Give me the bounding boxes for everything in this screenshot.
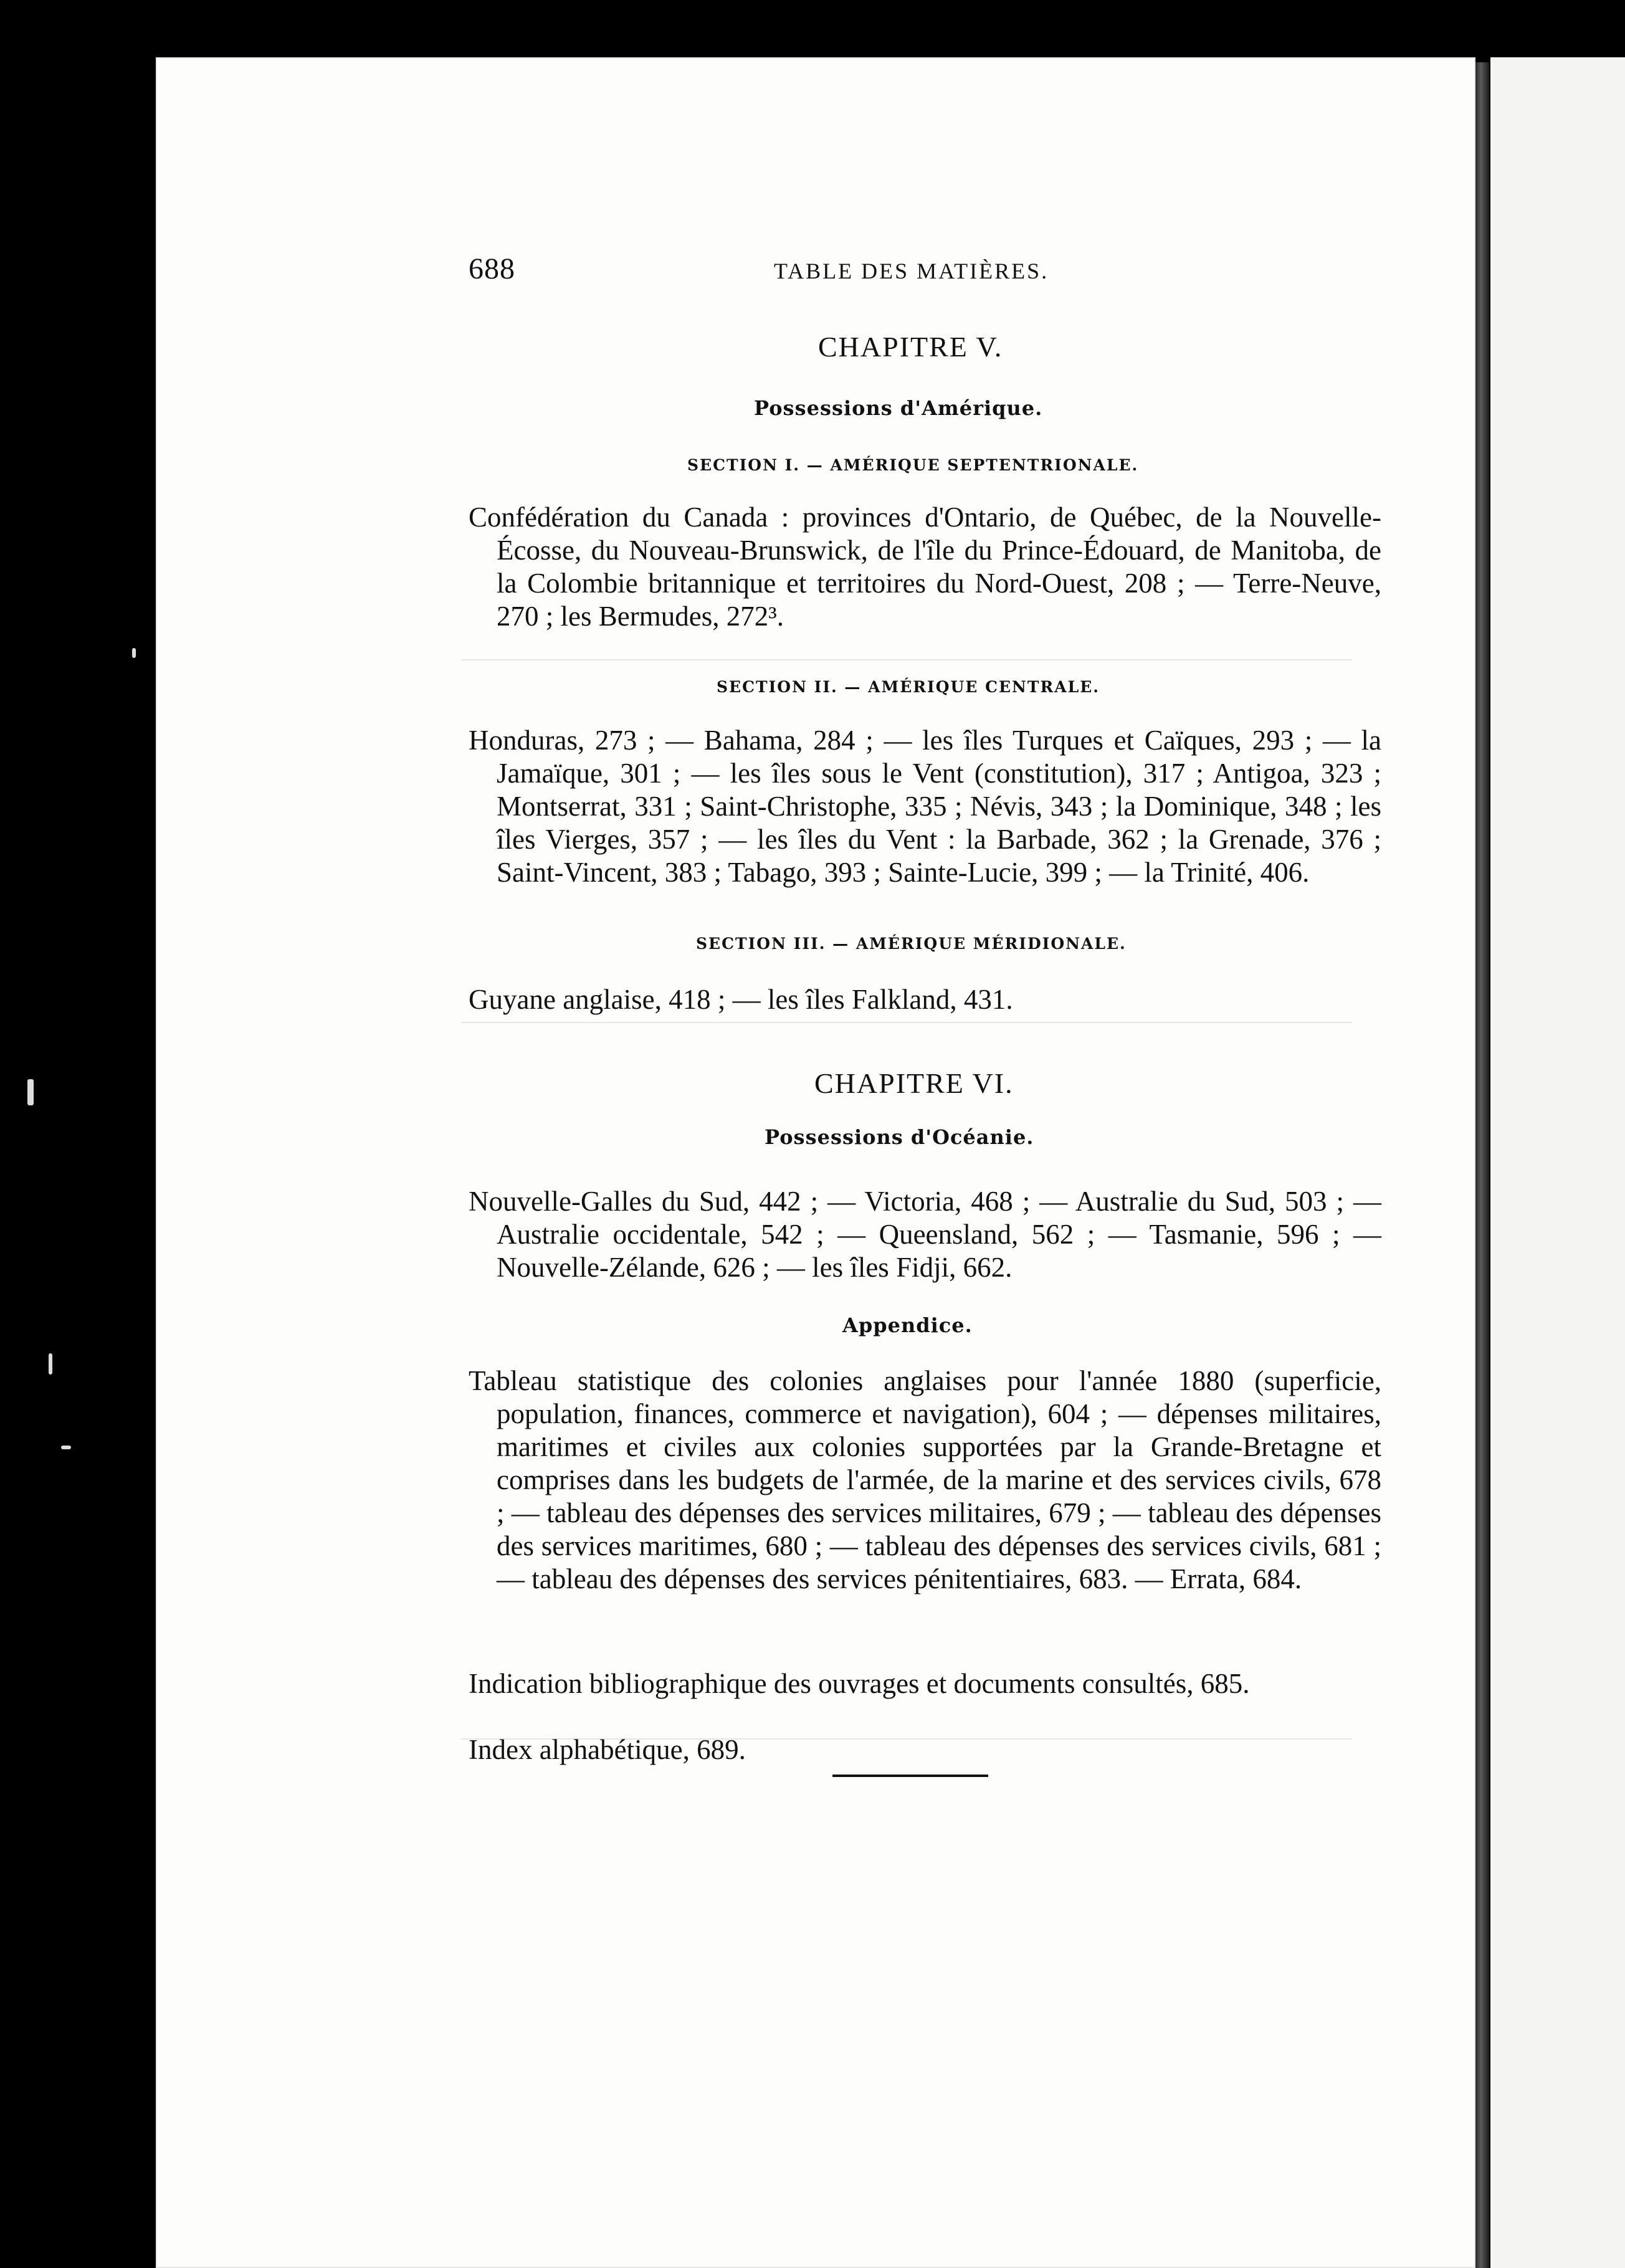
chapter-entry: Nouvelle-Galles du Sud, 442 ; — Victoria, 468 ; — Australie du Sud, 503 ; — Australie occidentale, 542 ; — Queensland, 562 ; — Tasmanie, 596 ; — Nouvelle-Zélande, 626 ; — les îles Fidji, 662.	[469, 1186, 1381, 1283]
chapter-subtitle: Possessions d'Océanie.	[765, 1125, 1034, 1149]
page-number: 688	[469, 252, 515, 285]
appendix-title: Appendice.	[842, 1313, 973, 1337]
margin-mark	[61, 1446, 71, 1449]
section-entry: Confédération du Canada : provinces d'Ontario, de Québec, de la Nouvelle-Écosse, du Nouveau-Brunswick, de l'île du Prince-Édouard, de Manitoba, de la Colombie britannique et territoires du Nord-Ouest, 208 ; — Terre-Neuve, 270 ; les Bermudes, 272³.	[469, 502, 1381, 632]
section-heading: SECTION I. — AMÉRIQUE SEPTENTRIONALE.	[687, 456, 1139, 474]
index-entry: Index alphabétique, 689.	[469, 1734, 746, 1765]
adjacent-page-edge	[1490, 57, 1625, 2268]
bibliography-entry: Indication bibliographique des ouvrages et documents consultés, 685.	[469, 1668, 1250, 1699]
section-heading: SECTION III. — AMÉRIQUE MÉRIDIONALE.	[696, 935, 1127, 953]
document-page	[156, 57, 1475, 2268]
bleed-through	[461, 659, 1352, 660]
margin-mark	[132, 648, 136, 658]
margin-mark	[27, 1079, 34, 1105]
chapter-title: CHAPITRE VI.	[814, 1067, 1014, 1099]
margin-mark	[49, 1353, 52, 1375]
page-gutter-shadow	[1475, 62, 1489, 2268]
appendix-entry: Tableau statistique des colonies anglaises pour l'année 1880 (superficie, population, finances, commerce et navigation), 604 ; — dépenses militaires, maritimes et civiles aux colonies supportées par la Grande-Bretagne et comprises dans les budgets de l'armée, de la marine et des services civils, 678 ; — tableau des dépenses des services militaires, 679 ; — tableau des dépenses des services maritimes, 680 ; — tableau des dépenses des services civils, 681 ; — tableau des dépenses des services pénitentiaires, 683. — Errata, 684.	[469, 1365, 1381, 1594]
chapter-title: CHAPITRE V.	[818, 331, 1003, 363]
chapter-subtitle: Possessions d'Amérique.	[754, 396, 1043, 420]
closing-rule	[832, 1775, 988, 1777]
running-head	[469, 252, 1048, 289]
running-title: TABLE DES MATIÈRES.	[774, 259, 1049, 284]
section-entry: Honduras, 273 ; — Bahama, 284 ; — les îles Turques et Caïques, 293 ; — la Jamaïque, 301 ; — les îles sous le Vent (constitution), 317 ; Antigoa, 323 ; Montserrat, 331 ; Saint-Christophe, 335 ; Névis, 343 ; la Dominique, 348 ; les îles Vierges, 357 ; — les îles du Vent : la Barbade, 362 ; la Grenade, 376 ; Saint-Vincent, 383 ; Tabago, 393 ; Sainte-Lucie, 399 ; — la Trinité, 406.	[469, 725, 1381, 888]
section-entry: Guyane anglaise, 418 ; — les îles Falkland, 431.	[469, 984, 1013, 1015]
section-heading: SECTION II. — AMÉRIQUE CENTRALE.	[717, 678, 1100, 696]
bleed-through	[461, 1022, 1352, 1023]
